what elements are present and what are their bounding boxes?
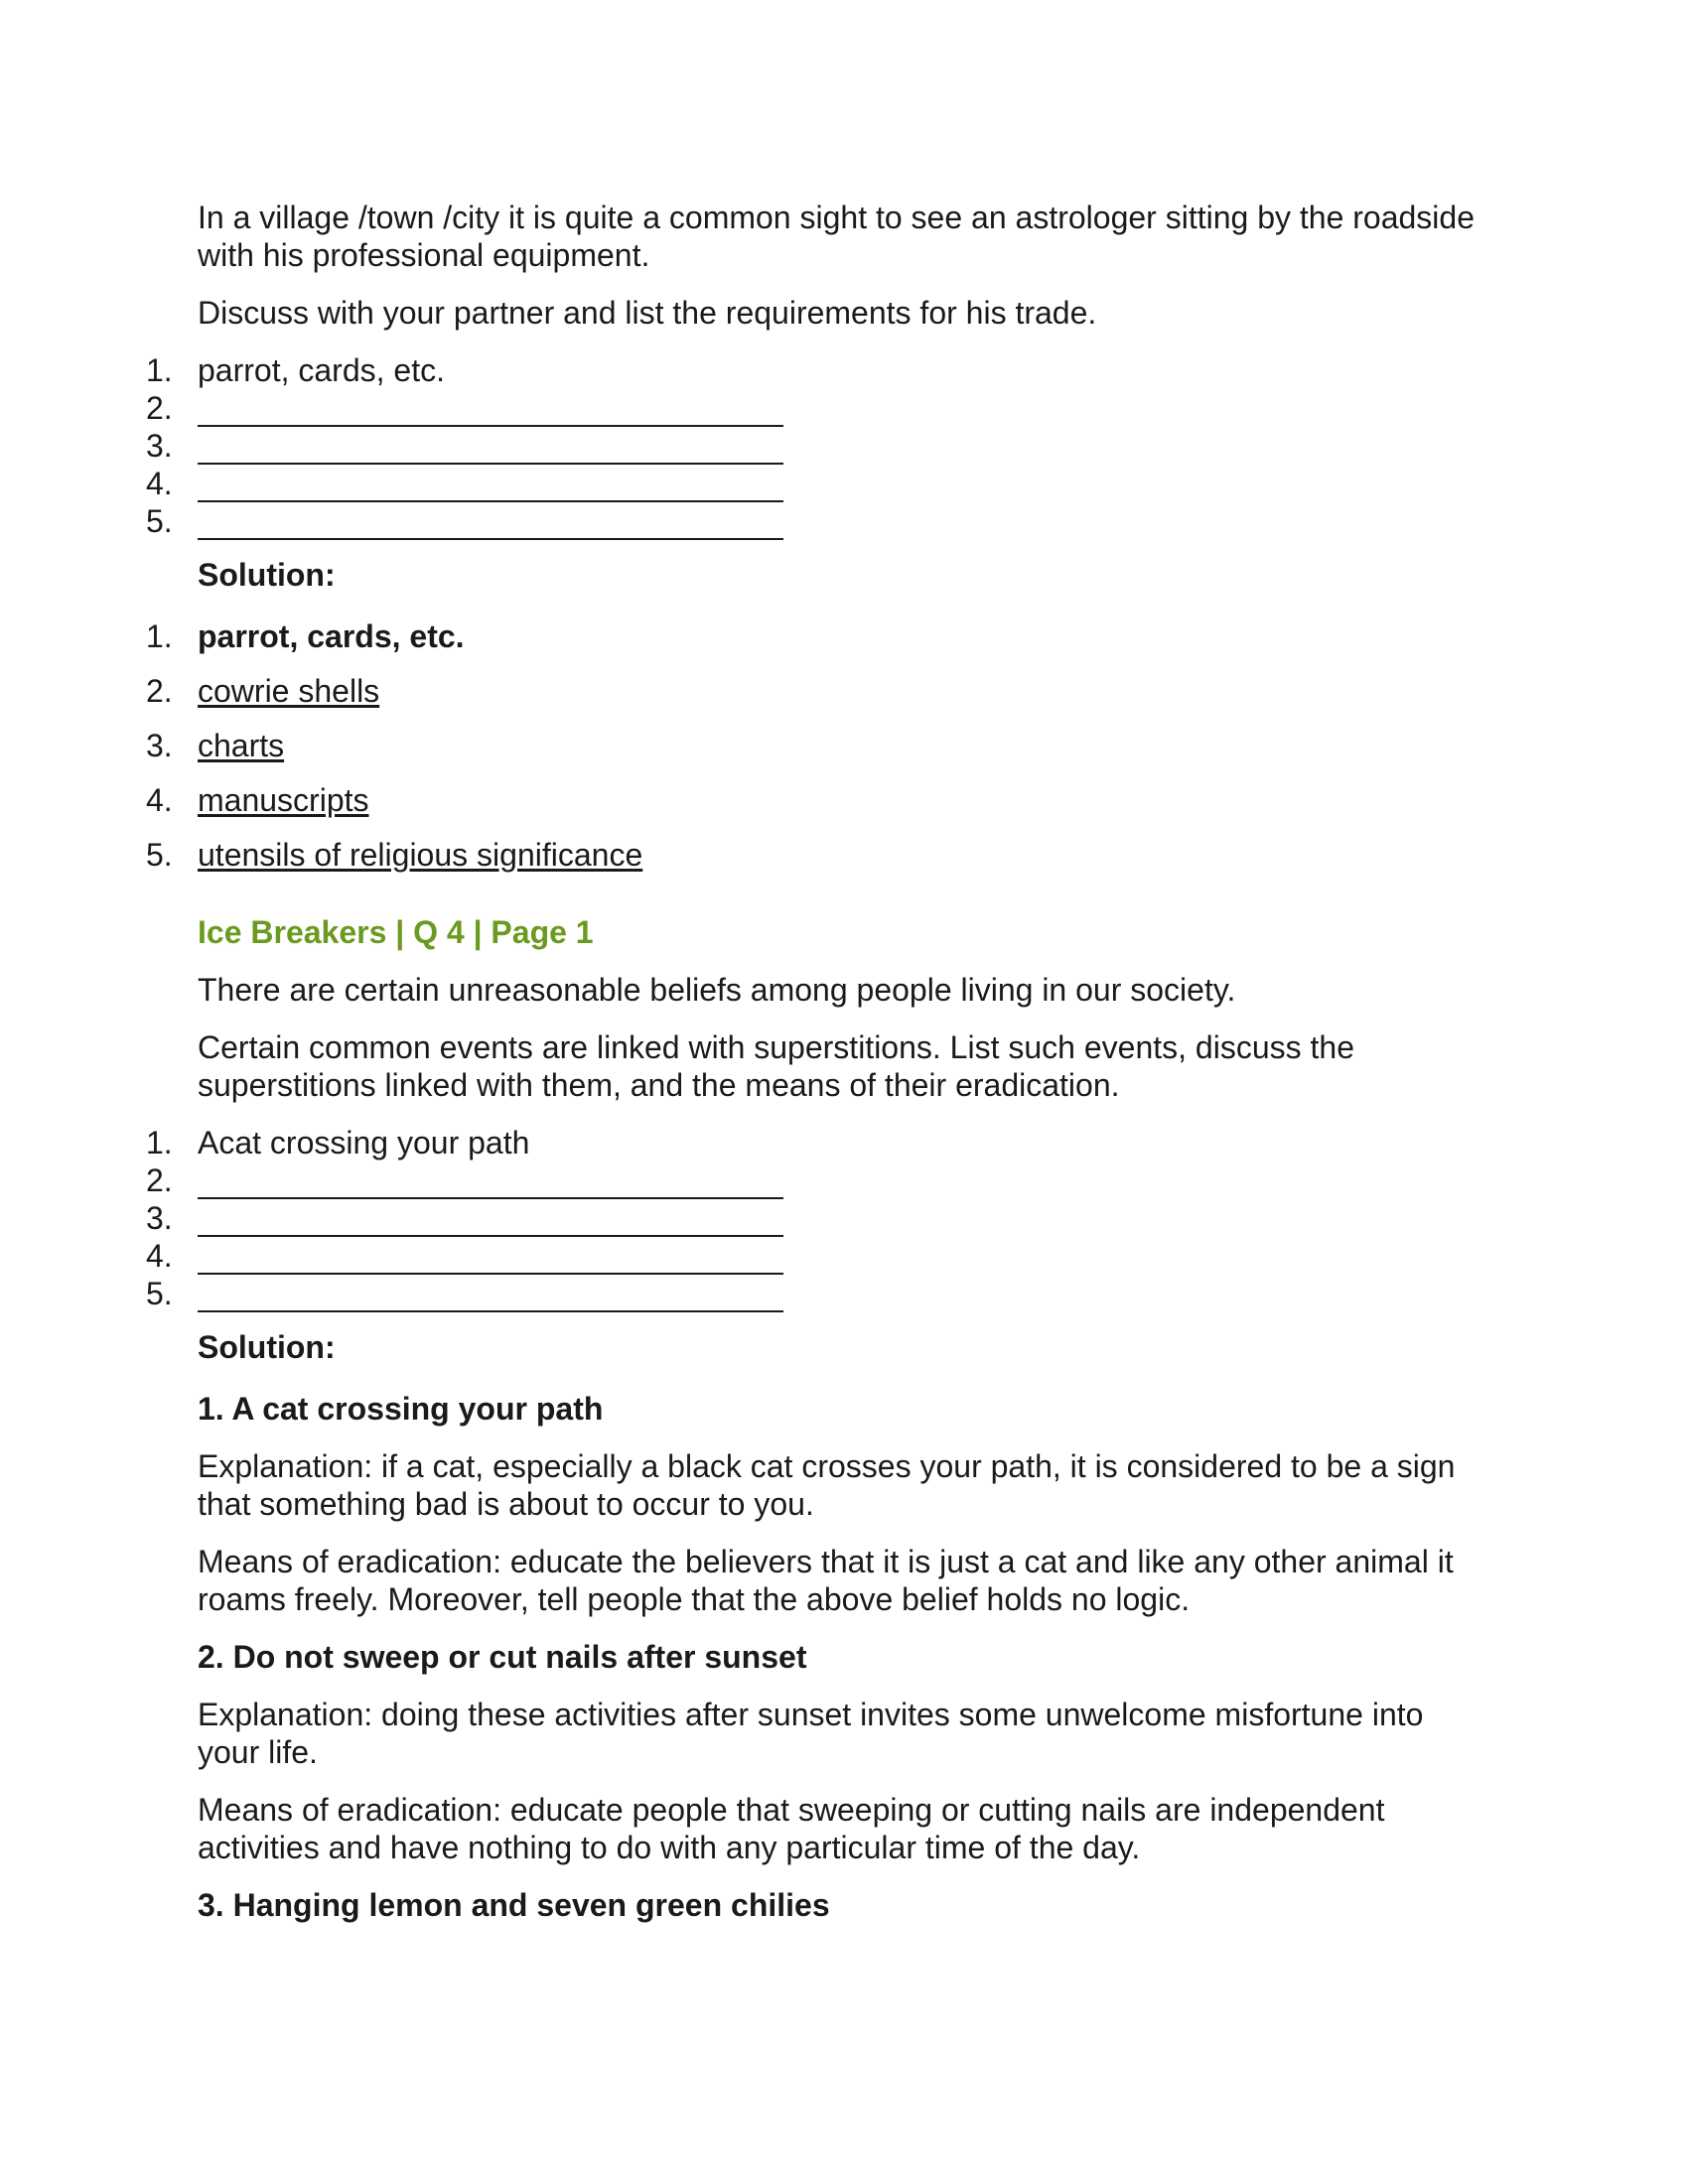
answer-blank [198,1281,783,1312]
list-item [146,502,1488,540]
list-number: 5. [146,503,173,539]
solution-item-heading: 3. Hanging lemon and seven green chilies [198,1887,830,1923]
solution-label: Solution: [198,557,336,593]
solution-item-heading: 2. Do not sweep or cut nails after sunset [198,1639,807,1675]
explanation-paragraph: Explanation: if a cat, especially a black cat crosses your path, it is considered to be a sign that something bad is about to occur to you. [198,1448,1456,1522]
answer-blank [198,1205,783,1237]
section-heading: Ice Breakers | Q 4 | Page 1 [198,914,594,950]
list-item [146,1161,1488,1199]
list-item [146,727,1488,764]
explanation-paragraph: Explanation: doing these activities after sunset invites some unwelcome misfortune into your life. [198,1697,1424,1770]
list-number: 3. [146,1200,173,1236]
list-item-text: parrot, cards, etc. [198,618,465,654]
answer-blank [198,1167,783,1199]
superstitions-list [146,1124,1488,1312]
eradication-paragraph: Means of eradication: educate the believers that it is just a cat and like any other animal it roams freely. Moreover, tell people that the above belief holds no logic. [198,1544,1454,1617]
list-number: 1. [146,1125,173,1160]
list-item [146,1237,1488,1275]
answer-blank [198,471,783,502]
list-item [146,351,1488,389]
list-number: 4. [146,466,173,501]
list-number: 3. [146,728,173,763]
list-number: 3. [146,428,173,464]
list-item [146,427,1488,465]
list-item [146,389,1488,427]
list-item-text: cowrie shells [198,673,380,709]
list-item [146,1124,1488,1161]
list-item [146,781,1488,819]
list-item [146,1199,1488,1237]
list-item-text: charts [198,728,285,763]
list-item [146,672,1488,710]
list-number: 5. [146,837,173,873]
list-item [146,465,1488,502]
q4-instruction: Certain common events are linked with superstitions. List such events, discuss the superstitions linked with them, and the means of their eradication. [198,1029,1354,1103]
list-number: 1. [146,618,173,654]
requirements-list [146,351,1488,540]
q4-paragraph: There are certain unreasonable beliefs among people living in our society. [198,972,1236,1008]
instruction-paragraph: Discuss with your partner and list the requirements for his trade. [198,295,1097,331]
list-item [146,1275,1488,1312]
solution-label: Solution: [198,1329,336,1365]
list-item-text: manuscripts [198,782,369,818]
list-item [146,617,1488,655]
intro-paragraph: In a village /town /city it is quite a common sight to see an astrologer sitting by the roadside with his professional equipment. [198,200,1475,273]
page-content [146,199,1488,1924]
answer-blank [198,508,783,540]
list-item-text: Acat crossing your path [198,1125,530,1160]
list-item-text: parrot, cards, etc. [198,352,445,388]
list-number: 2. [146,1162,173,1198]
eradication-paragraph: Means of eradication: educate people that sweeping or cutting nails are independent activities and have nothing to do with any particular time of the day. [198,1792,1385,1865]
list-number: 5. [146,1276,173,1311]
list-number: 4. [146,1238,173,1274]
list-number: 2. [146,673,173,709]
solution-item-heading: 1. A cat crossing your path [198,1391,604,1427]
list-item-text: utensils of religious significance [198,837,643,873]
list-number: 4. [146,782,173,818]
list-number: 1. [146,352,173,388]
answer-blank [198,1243,783,1275]
answer-blank [198,433,783,465]
list-number: 2. [146,390,173,426]
solution-list [146,617,1488,874]
answer-blank [198,395,783,427]
list-item [146,836,1488,874]
